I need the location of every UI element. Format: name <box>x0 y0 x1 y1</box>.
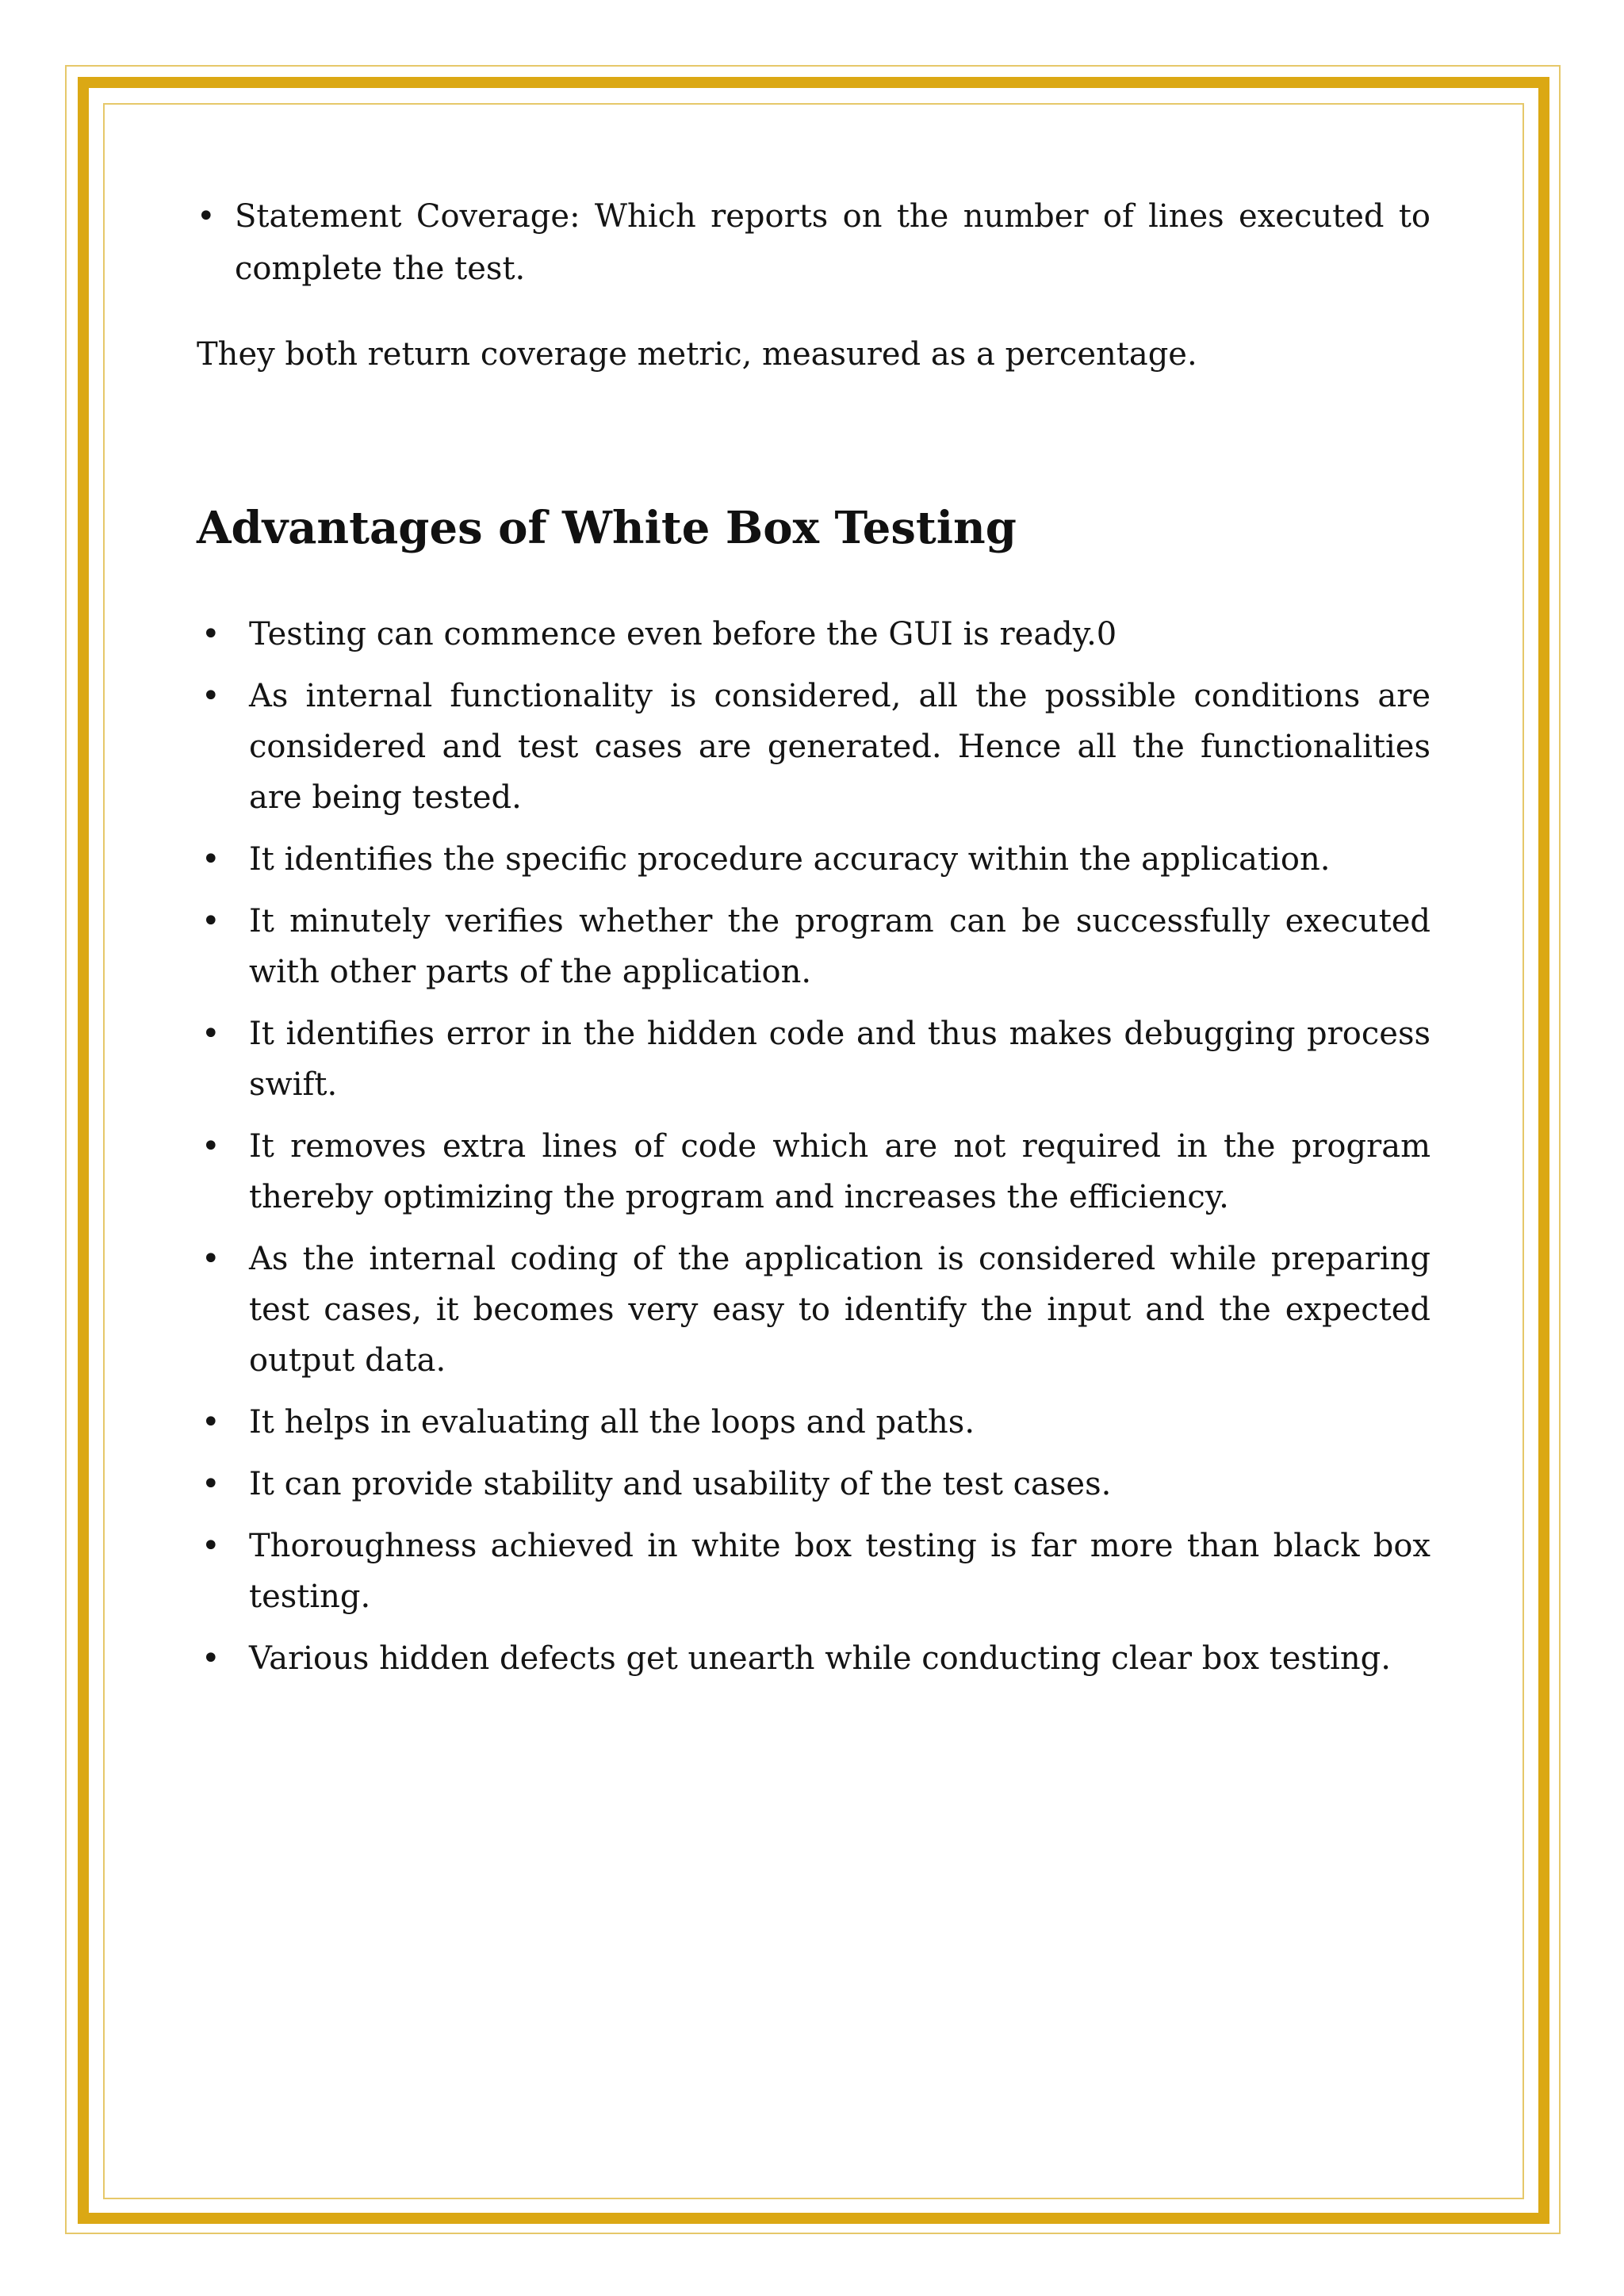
list-item <box>197 1459 1431 1510</box>
list-item <box>197 1121 1431 1223</box>
list-item-text: It identifies the specific procedure accuracy within the application. <box>249 841 1331 878</box>
list-item-text: As the internal coding of the application is considered while preparing test cases, it becomes very easy to identify the input and the expected output data. <box>249 1241 1431 1379</box>
bullet: • <box>201 1241 220 1277</box>
bullet: • <box>201 1404 220 1441</box>
list-item-text: Thoroughness achieved in white box testing is far more than black box testing. <box>249 1528 1431 1615</box>
bullet: • <box>197 198 216 235</box>
list-item-text: It identifies error in the hidden code and thus makes debugging process swift. <box>249 1016 1431 1103</box>
bullet: • <box>201 841 220 878</box>
list-item-text: It removes extra lines of code which are not required in the program thereby optimizing the program and increases the efficiency. <box>249 1128 1431 1215</box>
statement-coverage-text: Statement Coverage: Which reports on the number of lines executed to complete the test. <box>235 198 1431 287</box>
advantages-list <box>197 609 1431 1684</box>
list-item <box>197 671 1431 823</box>
bullet: • <box>201 1640 220 1677</box>
list-item-text: Various hidden defects get unearth while conducting clear box testing. <box>249 1640 1391 1677</box>
bullet: • <box>201 678 220 714</box>
list-item-text: As internal functionality is considered, all the possible conditions are considered and test cases are generated. Hence all the functionalities are being tested. <box>249 678 1431 816</box>
list-item-text: It helps in evaluating all the loops and paths. <box>249 1404 975 1441</box>
list-item <box>197 1633 1431 1684</box>
list-item <box>197 1397 1431 1448</box>
list-item <box>197 834 1431 885</box>
bullet: • <box>201 1128 220 1165</box>
list-item <box>197 1521 1431 1622</box>
bullet: • <box>201 1016 220 1052</box>
bullet: • <box>201 903 220 939</box>
list-item <box>197 1234 1431 1386</box>
list-item <box>197 896 1431 997</box>
list-item-text: Testing can commence even before the GUI is ready.0 <box>249 616 1117 652</box>
bullet: • <box>201 1466 220 1502</box>
coverage-summary: They both return coverage metric, measured as a percentage. <box>197 336 1197 373</box>
bullet: • <box>201 616 220 652</box>
page-content <box>197 190 1431 1695</box>
section-heading: Advantages of White Box Testing <box>197 502 1017 554</box>
list-item <box>197 1008 1431 1110</box>
list-item-text: It minutely verifies whether the program can be successfully executed with other parts of the application. <box>249 903 1431 990</box>
statement-coverage-item <box>197 190 1431 295</box>
list-item-text: It can provide stability and usability of the test cases. <box>249 1466 1112 1502</box>
bullet: • <box>201 1528 220 1564</box>
list-item <box>197 609 1431 660</box>
